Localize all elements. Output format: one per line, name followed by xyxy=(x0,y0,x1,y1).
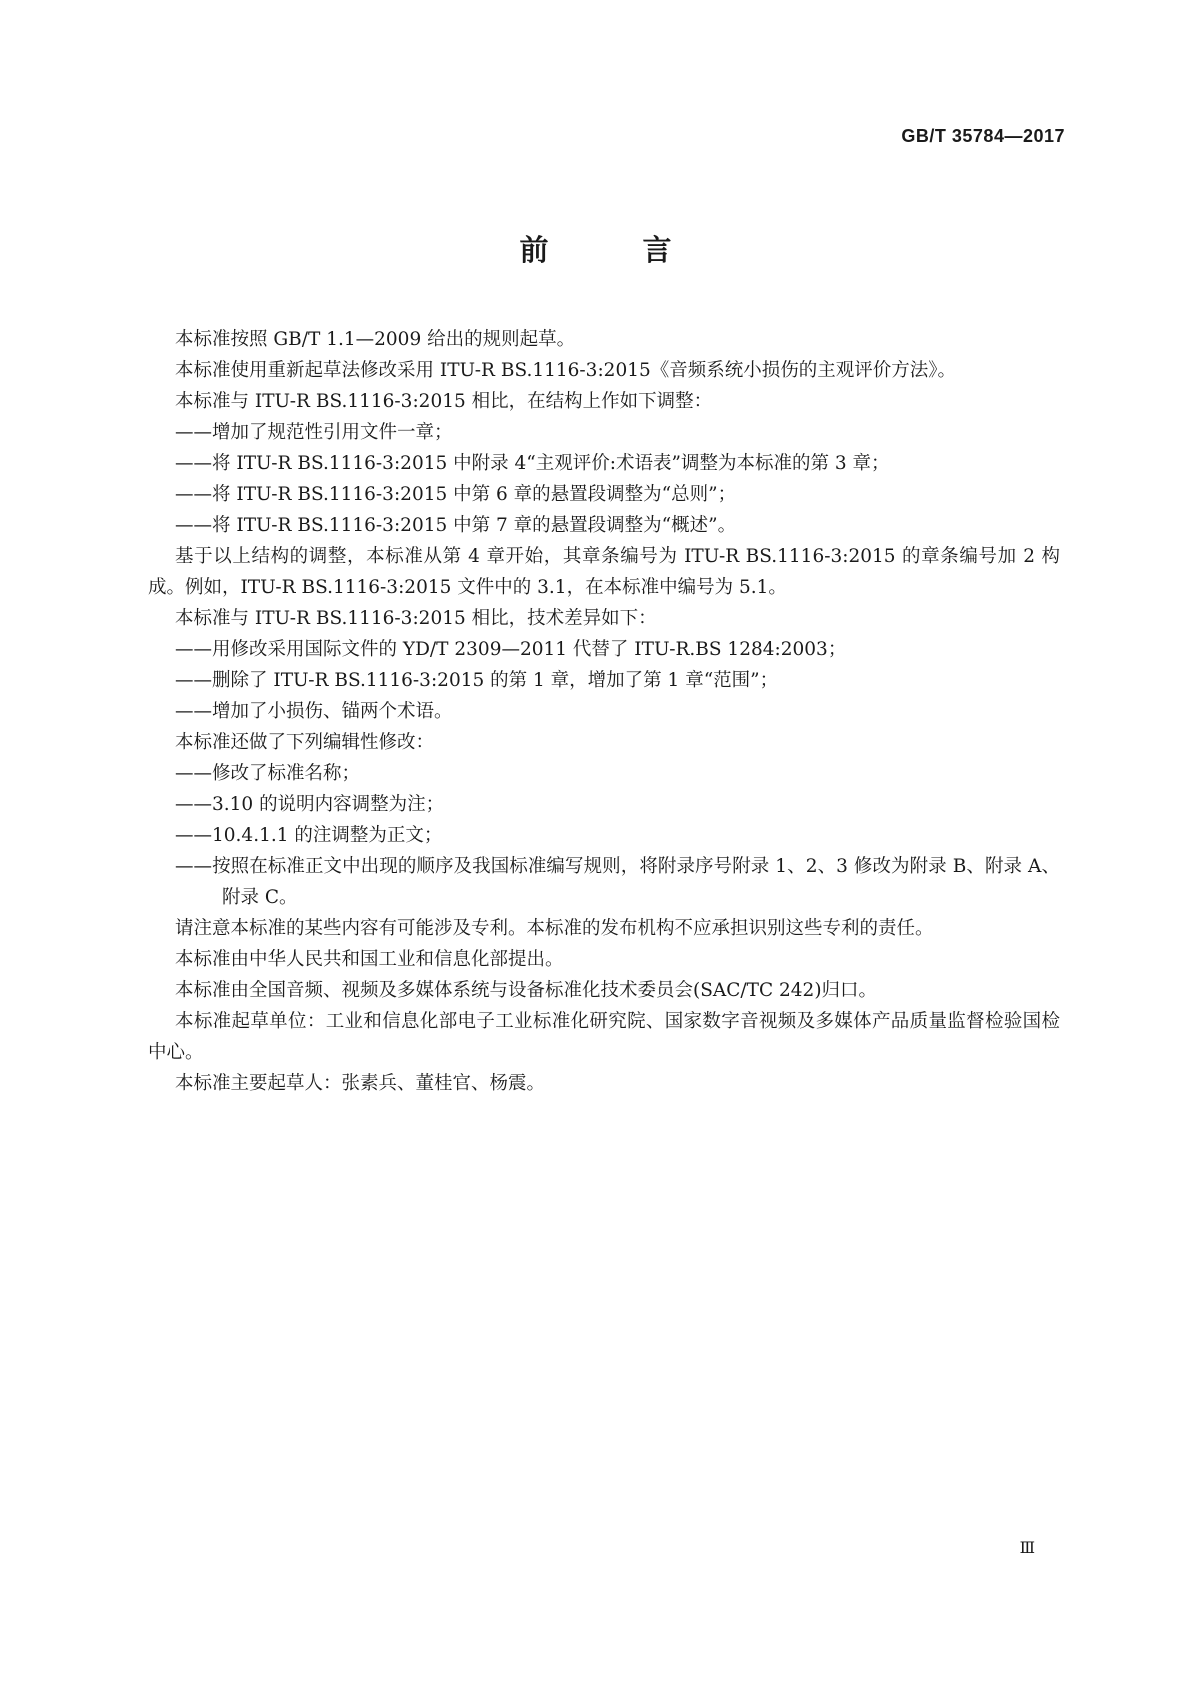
list-item: ——3.10 的说明内容调整为注； xyxy=(175,794,445,815)
list-item: ——按照在标准正文中出现的顺序及我国标准编写规则，将附录序号附录 1、2、3 修改为附录 B、附录 A、附录 C。 xyxy=(175,856,1060,908)
page-number: Ⅲ xyxy=(1019,1538,1035,1557)
list-item: ——增加了规范性引用文件一章； xyxy=(175,422,453,443)
list-item: ——增加了小损伤、锚两个术语。 xyxy=(175,701,453,722)
paragraph: 本标准按照 GB/T 1.1—2009 给出的规则起草。 xyxy=(175,329,576,350)
paragraph: 本标准起草单位：工业和信息化部电子工业标准化研究院、国家数字音视频及多媒体产品质量监督检验国检中心。 xyxy=(148,1011,1060,1063)
page-title: 前 言 xyxy=(519,233,714,267)
list-item: ——修改了标准名称； xyxy=(175,763,361,784)
list-item: ——10.4.1.1 的注调整为正文； xyxy=(175,825,443,846)
paragraph: 本标准主要起草人：张素兵、董桂官、杨震。 xyxy=(175,1073,546,1094)
paragraph: 本标准使用重新起草法修改采用 ITU-R BS.1116-3:2015《音频系统小损伤的主观评价方法》。 xyxy=(175,360,957,381)
list-item: ——删除了 ITU-R BS.1116-3:2015 的第 1 章，增加了第 1 章“范围”； xyxy=(175,670,779,691)
paragraph: 本标准还做了下列编辑性修改： xyxy=(175,732,435,753)
list-item: ——将 ITU-R BS.1116-3:2015 中第 6 章的悬置段调整为“总则”； xyxy=(175,484,737,505)
foreword-body xyxy=(148,324,1060,1099)
standard-code: GB/T 35784—2017 xyxy=(901,126,1065,146)
list-item: ——用修改采用国际文件的 YD/T 2309—2011 代替了 ITU-R.BS 1284:2003； xyxy=(175,639,847,660)
list-item: ——将 ITU-R BS.1116-3:2015 中第 7 章的悬置段调整为“概述”。 xyxy=(175,515,737,536)
paragraph: 本标准由全国音频、视频及多媒体系统与设备标准化技术委员会(SAC/TC 242)归口。 xyxy=(175,980,878,1001)
paragraph: 请注意本标准的某些内容有可能涉及专利。本标准的发布机构不应承担识别这些专利的责任。 xyxy=(175,918,934,939)
paragraph: 本标准与 ITU-R BS.1116-3:2015 相比，在结构上作如下调整： xyxy=(175,391,713,412)
paragraph: 本标准由中华人民共和国工业和信息化部提出。 xyxy=(175,949,564,970)
paragraph: 本标准与 ITU-R BS.1116-3:2015 相比，技术差异如下： xyxy=(175,608,657,629)
paragraph: 基于以上结构的调整，本标准从第 4 章开始，其章条编号为 ITU-R BS.1116-3:2015 的章条编号加 2 构成。例如，ITU-R BS.1116-3:2015 文件中的 3.1，在本标准中编号为 5.1。 xyxy=(148,546,1060,598)
list-item: ——将 ITU-R BS.1116-3:2015 中附录 4“主观评价:术语表”调整为本标准的第 3 章； xyxy=(175,453,890,474)
